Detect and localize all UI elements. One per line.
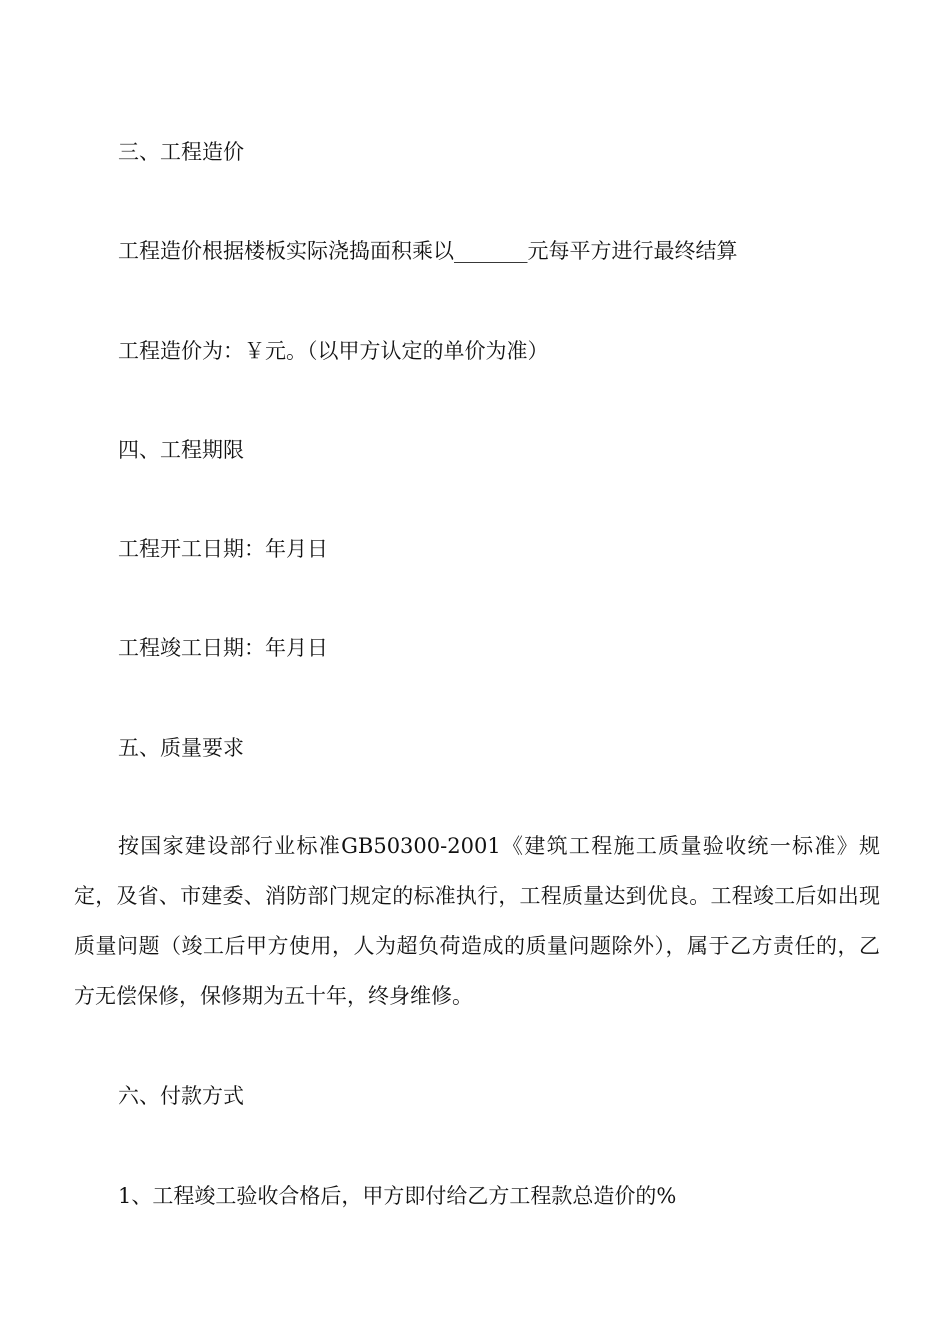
section-heading-price: 三、工程造价 xyxy=(118,140,244,164)
quality-paragraph: 按国家建设部行业标准GB50300-2001《建筑工程施工质量验收统一标准》规定，及省、市建委、消防部门规定的标准执行，工程质量达到优良。工程竣工后如出现质量问题（竣工后甲方使用，人为超负荷造成的质量问题除外），属于乙方责任的，乙方无偿保修，保修期为五十年，终身维修。 xyxy=(74,834,880,1008)
payment-item-1: 1、工程竣工验收合格后，甲方即付给乙方工程款总造价的% xyxy=(118,1184,677,1208)
price-basis-text: 工程造价根据楼板实际浇捣面积乘以_______元每平方进行最终结算 xyxy=(118,239,738,263)
section-heading-period: 四、工程期限 xyxy=(118,438,244,462)
end-date-text: 工程竣工日期：年月日 xyxy=(118,636,328,660)
price-total-text: 工程造价为：￥元。（以甲方认定的单价为准） xyxy=(118,339,549,363)
section-heading-payment: 六、付款方式 xyxy=(118,1084,244,1108)
section-heading-quality: 五、质量要求 xyxy=(118,736,244,760)
start-date-text: 工程开工日期：年月日 xyxy=(118,537,328,561)
